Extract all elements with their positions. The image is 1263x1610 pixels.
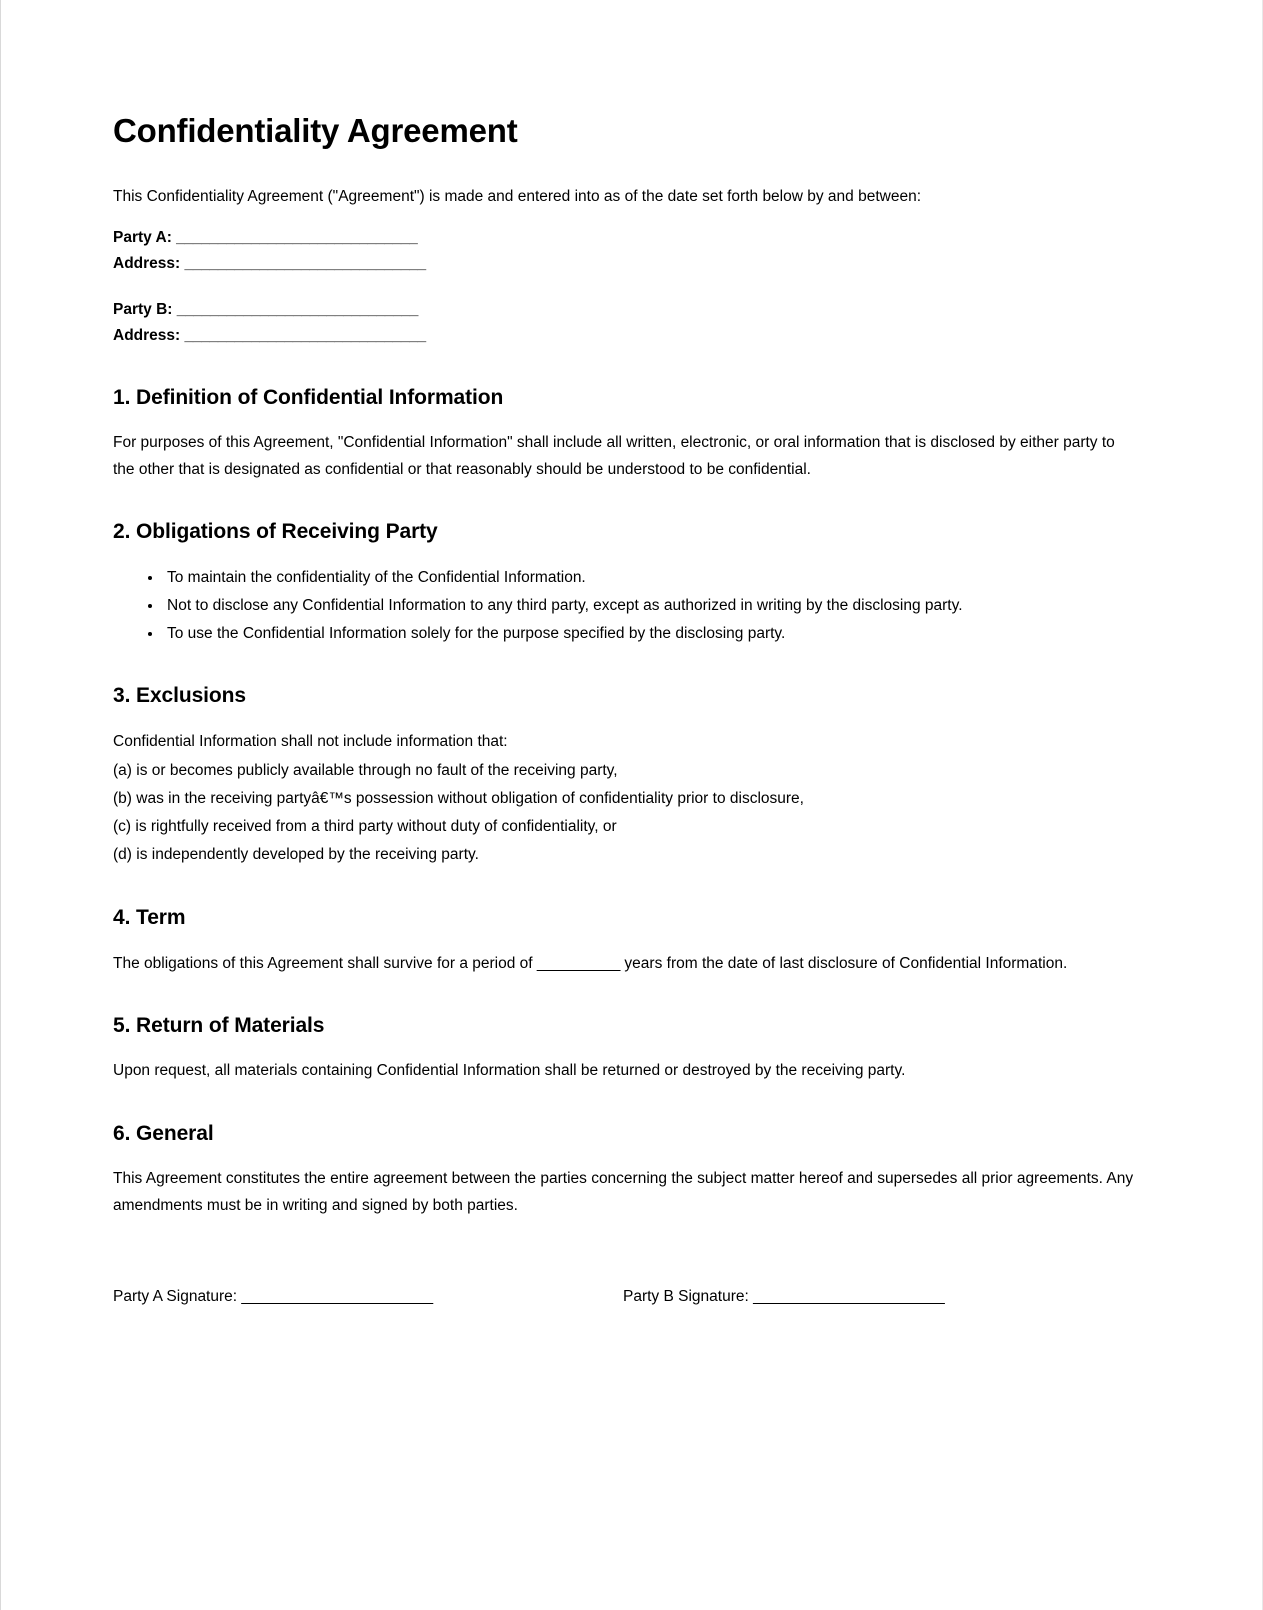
section-definition: [113, 385, 1134, 484]
party-a-row: [113, 225, 1134, 251]
page-bottom-whitespace: [113, 1310, 1134, 1610]
section-body-4: [113, 951, 1134, 978]
party-a-signature-cell: [113, 1284, 623, 1310]
party-a-signature-line[interactable]: _______________________: [241, 1287, 433, 1305]
section-heading-5: 5. Return of Materials: [113, 1014, 325, 1038]
section-obligations: [113, 519, 1134, 647]
term-prefix: The obligations of this Agreement shall survive for a period of: [113, 954, 537, 972]
party-b-signature-cell: [623, 1284, 944, 1310]
exclusion-clause-a: (a) is or becomes publicly available through no fault of the receiving party,: [113, 761, 618, 779]
intro-paragraph: This Confidentiality Agreement ("Agreement") is made and entered into as of the date set forth below by and between:: [113, 187, 921, 205]
party-b-address-row: [113, 323, 1134, 349]
section-general: [113, 1121, 1134, 1220]
obligations-list: [113, 564, 1134, 647]
section-body-6: This Agreement constitutes the entire agreement between the parties concerning the subject matter hereof and supersedes all prior agreements. Any amendments must be in writing and signed by both parties.: [113, 1170, 1134, 1214]
section-heading-1: 1. Definition of Confidential Information: [113, 385, 504, 409]
party-b-address-label: Address:: [113, 326, 185, 344]
party-b-fill-line[interactable]: _____________________________: [176, 300, 419, 318]
party-b-signature-label: Party B Signature:: [623, 1287, 754, 1305]
section-exclusions: [113, 683, 1134, 869]
party-b-address-fill-line[interactable]: _____________________________: [184, 326, 426, 344]
exclusion-clause-d: (d) is independently developed by the receiving party.: [113, 846, 479, 864]
section-body-1: For purposes of this Agreement, "Confidential Information" shall include all written, electronic, or oral information that is disclosed by either party to the other that is designated as confidential or that reasonably should be understood to be confidential.: [113, 433, 1115, 478]
party-b-group: [113, 297, 1134, 349]
list-item: • Not to disclose any Confidential Information to any third party, except as authorized in writing by the disclosing party.: [163, 592, 1134, 620]
party-b-signature-line[interactable]: _______________________: [753, 1287, 945, 1305]
party-a-address-fill-line[interactable]: _____________________________: [184, 254, 426, 272]
party-a-label: Party A:: [113, 228, 177, 246]
section-term: [113, 905, 1134, 977]
signature-block: [113, 1284, 1134, 1310]
section-heading-3: 3. Exclusions: [113, 684, 246, 708]
party-a-group: [113, 225, 1134, 277]
section-heading-4: 4. Term: [113, 906, 186, 930]
party-b-row: [113, 297, 1134, 323]
exclusion-clause-c: (c) is rightfully received from a third party without duty of confidentiality, or: [113, 817, 617, 835]
section-return-of-materials: [113, 1013, 1134, 1085]
term-blank-field[interactable]: __________: [536, 954, 621, 972]
page-title: Confidentiality Agreement: [113, 112, 518, 149]
party-a-address-label: Address:: [113, 254, 185, 272]
exclusion-clause-b: (b) was in the receiving partyâ€™s possession without obligation of confidentiality prior to disclosure,: [113, 789, 804, 807]
party-a-fill-line[interactable]: _____________________________: [176, 228, 418, 246]
list-item: • To use the Confidential Information solely for the purpose specified by the disclosing party.: [163, 620, 1134, 648]
party-b-label: Party B:: [113, 300, 177, 318]
term-suffix: years from the date of last disclosure of Confidential Information.: [620, 954, 1068, 972]
party-a-address-row: [113, 251, 1134, 277]
party-information-block: [113, 225, 1134, 349]
list-item: • To maintain the confidentiality of the Confidential Information.: [163, 564, 1134, 592]
section-heading-6: 6. General: [113, 1122, 214, 1146]
section-body-5: Upon request, all materials containing Confidential Information shall be returned or destroyed by the receiving party.: [113, 1062, 906, 1080]
party-a-signature-label: Party A Signature:: [113, 1287, 242, 1305]
exclusions-lead: Confidential Information shall not include information that:: [113, 733, 508, 751]
section-heading-2: 2. Obligations of Receiving Party: [113, 520, 438, 544]
